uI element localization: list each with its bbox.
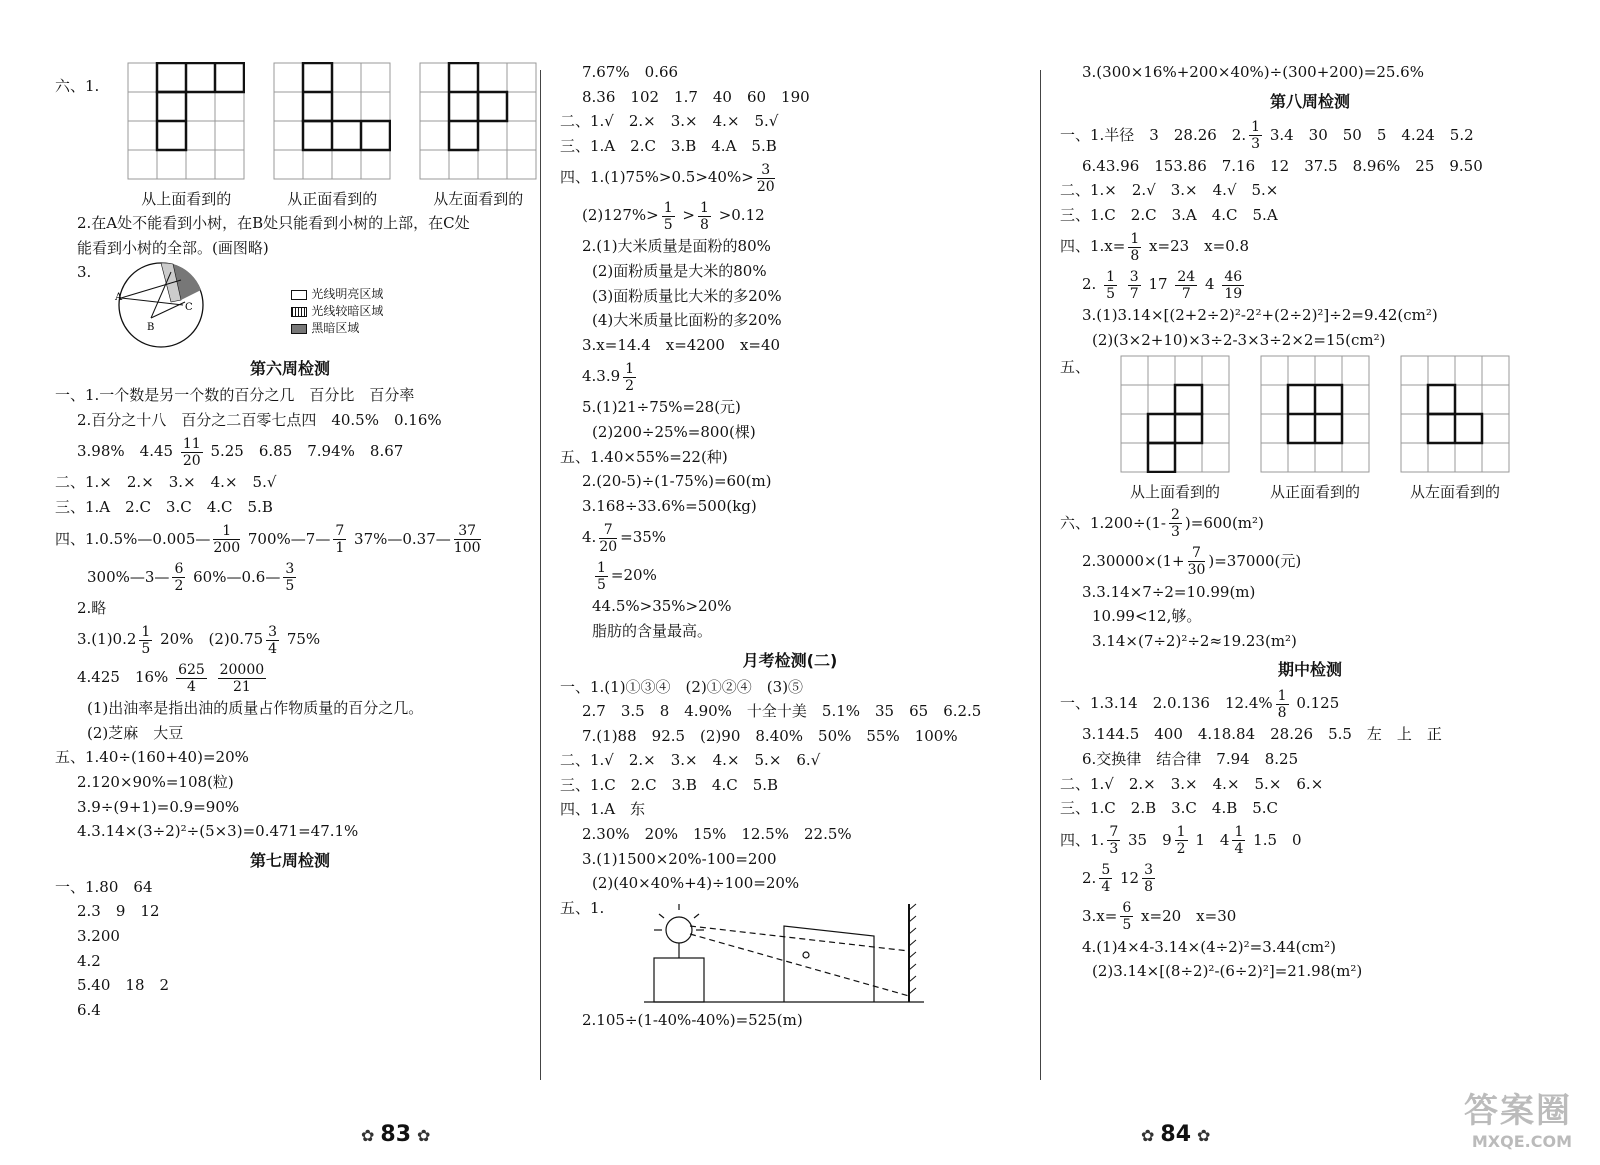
answer-line: 5.(1)21÷75%=28(元) [582,398,741,417]
answer-line: 6.43.96 153.86 7.16 12 37.5 8.96% 25 9.50 [1082,156,1483,175]
grid-top-view [127,62,245,180]
answer-line: 3.(1)1500×20%-100=200 [582,849,777,868]
view-left-1 [419,62,537,209]
fraction: $\frac{3}{7}$ [1129,268,1139,302]
answer-line: 五、1.40×55%=22(种) [560,447,728,466]
answer-line: 2. $\frac{1}{5}$ $\frac{3}{7}$ 17 $\frac{24}{7}$ 4 $\frac{46}{19}$ [1082,268,1243,302]
fraction: $\frac{6}{5}$ [1122,900,1132,934]
fraction: $\frac{46}{19}$ [1224,268,1243,302]
fraction: $\frac{5}{4}$ [1101,862,1111,896]
answer-line: 一、1.80 64 [55,877,153,896]
answer-line: 3.144.5 400 4.18.84 28.26 5.5 左 上 正 [1082,725,1442,744]
answer-line: 3.x= $\frac{6}{5}$ x=20 x=30 [1082,900,1237,934]
answer-line: 6.交换律 结合律 7.94 8.25 [1082,749,1299,768]
answer-line: 3.98% 4.45 $\frac{11}{20}$ 5.25 6.85 7.94% 8.67 [77,435,404,469]
light-diagram-row [77,260,525,352]
answer-line: 3.14×(7÷2)²÷2≈19.23(m²) [1092,631,1297,650]
caption: 从左面看到的 [1410,482,1501,501]
ladybug-icon: ✿ [361,1126,375,1145]
answer-line: 8.36 102 1.7 40 60 190 [582,87,810,106]
answer-line: 4.(1)4×4-3.14×(4÷2)²=3.44(cm²) [1082,937,1336,956]
answer-line: 2.略 [77,598,107,617]
legend [291,286,383,337]
fraction: $\frac{1}{5}$ [141,623,151,657]
fraction: $\frac{7}{3}$ [1109,824,1119,858]
answer-line: 4.3.14×(3÷2)²÷(5×3)=0.471=47.1% [77,822,359,841]
answer-line: 3.(1)0.2 $\frac{1}{5}$ 20% (2)0.75 $\frac{3}{4}$ 75% [77,623,321,657]
fraction: $\frac{1}{8}$ [1130,230,1140,264]
answer-line: 二、1.√ 2.× 3.× 4.× 5.× 6.× [1060,774,1324,793]
section-label: 六、1. [55,77,100,95]
answer-line: 4.2 [77,951,101,970]
page-number-left: ✿ 83 ✿ [361,1122,431,1147]
answer-line: 二、1.× 2.× 3.× 4.× 5.√ [55,473,277,492]
light-circle-diagram [101,260,231,350]
fraction: $\frac{1}{3}$ [1251,119,1261,153]
ladybug-icon: ✿ [417,1126,431,1145]
grid-left-view [1400,355,1510,473]
legend-item: 光线明亮区域 [291,286,383,303]
answer-line: 四、1.(1)75%>0.5>40%> $\frac{3}{20}$ [560,161,775,195]
answer-line: 4.425 16% $\frac{625}{4}$ $\frac{20000}{21}$ [77,661,265,695]
view-front-1 [273,62,391,209]
column-divider [1040,70,1041,1080]
section-title: 月考检测(二) [742,650,838,670]
answer-line: 脂肪的含量最高。 [592,621,713,640]
section-label: 五、 [1060,357,1091,376]
fraction: $\frac{3}{8}$ [1144,862,1154,896]
caption: 从正面看到的 [287,190,378,208]
answer-line: 2.在A处不能看到小树，在B处只能看到小树的上部，在C处 [77,214,470,232]
answer-line: 一、1.半径 3 28.26 2. $\frac{1}{3}$ 3.4 30 50 5 4.24 5.2 [1060,119,1474,153]
answer-line: (2)(3×2+10)×3÷2-3×3÷2×2=15(cm²) [1092,330,1386,349]
answer-line: (3)面粉质量比大米的多20% [592,286,782,305]
answer-line: 44.5%>35%>20% [592,597,732,616]
answer-line: 一、1.(1)①③④ (2)①②④ (3)⑤ [560,677,804,696]
caption: 从上面看到的 [141,190,232,208]
answer-line: 3.9÷(9+1)=0.9=90% [77,797,240,816]
view-grids-1 [55,62,525,209]
answer-line: 2.30% 20% 15% 12.5% 22.5% [582,825,852,844]
view-top-2 [1120,355,1230,502]
answer-line: 三、1.C 2.C 3.B 4.C 5.B [560,775,779,794]
answer-line: (4)大米质量比面粉的多20% [592,311,782,330]
section-title: 第六周检测 [249,359,330,379]
answer-line: 2.30000×(1+ $\frac{7}{30}$ )=37000(元) [1082,545,1302,579]
answer-line: 二、1.× 2.√ 3.× 4.√ 5.× [1060,181,1279,200]
fraction: $\frac{7}{30}$ [1187,545,1206,579]
fraction: $\frac{625}{4}$ [178,661,205,695]
label-b: B [147,322,155,334]
fraction: $\frac{1}{2}$ [1176,824,1186,858]
answer-line: 2.3 9 12 [77,902,160,921]
column-middle [560,60,1020,1032]
answer-line: 能看到小树的全部。(画图略) [77,238,269,257]
watermark-url: MXQE.COM [1471,1132,1572,1151]
grid-left-view [419,62,537,180]
q-label: 五、1. [560,898,605,917]
answer-line: 2.120×90%=108(粒) [77,772,234,791]
answer-line: (2)3.14×[(8÷2)²-(6÷2)²]=21.98(m²) [1092,962,1363,981]
view-left-2 [1400,355,1510,502]
answer-line: (2)(40×40%+4)÷100=20% [592,874,800,893]
fraction: $\frac{24}{7}$ [1177,268,1196,302]
legend-item: 光线较暗区域 [291,303,383,320]
answer-line: (1)出油率是指出油的质量占作物质量的百分之几。 [87,699,424,718]
fraction: $\frac{1}{2}$ [625,360,635,394]
watermark-logo: 答案圈 [1464,1091,1572,1131]
answer-line: 2.(20-5)÷(1-75%)=60(m) [582,472,772,491]
section-title: 第七周检测 [249,850,330,870]
answer-line: 3.3.14×7÷2=10.99(m) [1082,582,1256,601]
watermark [1464,1083,1572,1151]
answer-line: 四、1.A 东 [560,800,646,819]
caption: 从左面看到的 [433,190,524,208]
fraction: $\frac{1}{4}$ [1234,824,1244,858]
fraction: $\frac{37}{100}$ [453,523,481,557]
answer-line: 2.105÷(1-40%-40%)=525(m) [582,1010,803,1029]
legend-item: 黑暗区域 [291,320,383,337]
answer-line: (2)芝麻 大豆 [87,723,184,742]
answer-line: 四、1. $\frac{7}{3}$ 35 9 $\frac{1}{2}$ 1 4 $\frac{1}{4}$ 1.5 0 [1060,824,1302,858]
answer-line: 三、1.C 2.B 3.C 4.B 5.C [1060,799,1279,818]
answer-line: 五、1.40÷(160+40)=20% [55,748,249,767]
answer-line: 四、1.0.5%—0.005— $\frac{1}{200}$ 700%—7— $\frac{7}{1}$ 37%—0.37— $\frac{37}{100}$ [55,523,481,557]
label-c: C [185,302,193,314]
fraction: $\frac{1}{8}$ [699,199,709,233]
answer-line: 2.7 3.5 8 4.90% 十全十美 5.1% 35 65 6.2.5 [582,702,982,721]
section-title: 期中检测 [1277,660,1342,680]
fraction: $\frac{3}{5}$ [285,561,295,595]
ladybug-icon: ✿ [1197,1126,1211,1145]
answer-line: 3.x=14.4 x=4200 x=40 [582,335,781,354]
shadow-diagram-row [560,896,1020,1008]
view-grids-2 [1060,355,1560,502]
fraction: $\frac{3}{20}$ [756,161,775,195]
section-title: 第八周检测 [1269,91,1350,111]
fraction: $\frac{1}{5}$ [663,199,673,233]
answer-line: (2)面粉质量是大米的80% [592,261,767,280]
answer-line: 4. $\frac{7}{20}$ =35% [582,521,667,555]
answer-line: 3.168÷33.6%=500(kg) [582,496,757,515]
grid-front-view [273,62,391,180]
answer-line: 4.3.9 $\frac{1}{2}$ [582,360,635,394]
shadow-diagram [624,896,954,1006]
answer-line: 一、1.3.14 2.0.136 12.4% $\frac{1}{8}$ 0.125 [1060,687,1340,721]
grid-front-view [1260,355,1370,473]
fraction: $\frac{1}{5}$ [1106,268,1116,302]
answer-line: 二、1.√ 2.× 3.× 4.× 5.× 6.√ [560,751,821,770]
answer-line: (2)200÷25%=800(棵) [592,422,756,441]
answer-line: 6.4 [77,1000,101,1019]
page-number-right: ✿ 84 ✿ [1141,1122,1211,1147]
answer-line: 10.99<12,够。 [1092,607,1202,626]
answer-line: 2.百分之十八 百分之二百零七点四 40.5% 0.16% [77,410,442,429]
label-a: A [115,292,123,304]
answer-line: (2)127%> $\frac{1}{5}$ > $\frac{1}{8}$ >0.12 [582,199,765,233]
view-front-2 [1260,355,1370,502]
fraction: $\frac{1}{5}$ [597,559,606,593]
fraction: $\frac{1}{200}$ [213,523,241,557]
answer-line: 3.200 [77,926,120,945]
answer-line: 六、1.200÷(1- $\frac{2}{3}$ )=600(m²) [1060,507,1264,541]
ladybug-icon: ✿ [1141,1126,1155,1145]
answer-line: 300%—3— $\frac{6}{2}$ 60%—0.6— $\frac{3}{5}$ [87,561,295,595]
q-label: 3. [77,263,92,282]
fraction: $\frac{20000}{21}$ [219,661,265,695]
answer-line: 3.(300×16%+200×40%)÷(300+200)=25.6% [1082,63,1424,81]
view-top-1 [127,62,245,209]
answer-line: 三、1.C 2.C 3.A 4.C 5.A [1060,205,1278,224]
fraction: $\frac{7}{20}$ [599,521,618,555]
column-left [55,60,525,1022]
answer-line: 三、1.A 2.C 3.B 4.A 5.B [560,136,777,155]
answer-line: 四、1.x= $\frac{1}{8}$ x=23 x=0.8 [1060,230,1250,264]
fraction: $\frac{7}{1}$ [335,523,345,557]
caption: 从上面看到的 [1130,482,1221,501]
answer-line: $\frac{1}{5}$ =20% [597,559,657,593]
fraction: $\frac{2}{3}$ [1170,507,1180,541]
answer-line: 2. $\frac{5}{4}$ 12 $\frac{3}{8}$ [1082,862,1154,896]
column-divider [540,70,541,1080]
answer-line: 三、1.A 2.C 3.C 4.C 5.B [55,497,273,516]
answer-line: 一、1.一个数是另一个数的百分之几 百分比 百分率 [55,386,415,405]
caption: 从正面看到的 [1270,482,1361,501]
fraction: $\frac{11}{20}$ [182,435,201,469]
column-right [1060,60,1560,984]
answer-line: 二、1.√ 2.× 3.× 4.× 5.√ [560,112,779,131]
answer-line: 2.(1)大米质量是面粉的80% [582,237,771,256]
answer-line: 3.(1)3.14×[(2+2÷2)²-2²+(2÷2)²]÷2=9.42(cm²) [1082,306,1438,325]
fraction: $\frac{1}{8}$ [1277,687,1287,721]
answer-line: 7.67% 0.66 [582,63,679,81]
fraction: $\frac{3}{4}$ [268,623,278,657]
answer-line: 5.40 18 2 [77,976,170,995]
answer-line: 7.(1)88 92.5 (2)90 8.40% 50% 55% 100% [582,726,958,745]
fraction: $\frac{6}{2}$ [174,561,184,595]
grid-top-view [1120,355,1230,473]
